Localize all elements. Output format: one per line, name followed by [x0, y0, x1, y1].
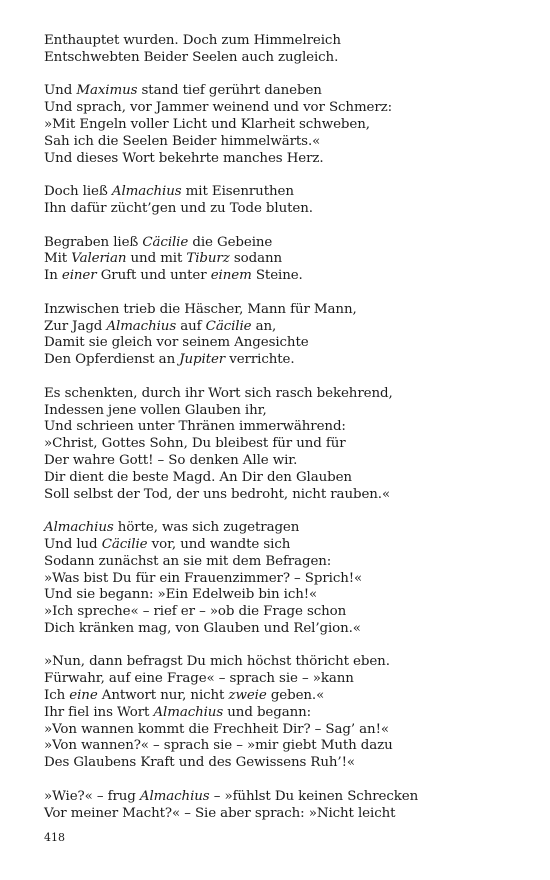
verse-text: Und: [44, 83, 77, 99]
verse-line: [44, 100, 524, 117]
verse-text: Entschwebten Beider Seelen auch zugleich.: [44, 49, 339, 65]
verse-line: [44, 117, 524, 134]
italic-name: Valerian: [71, 251, 127, 267]
italic-name: Almachius: [139, 788, 210, 804]
italic-name: eine: [69, 688, 98, 704]
verse-text: »Was bist Du für ein Frauenzimmer? – Sprich!«: [44, 570, 363, 586]
verse-line: [44, 487, 524, 504]
verse-text: – »fühlst Du keinen Schrecken: [209, 788, 419, 804]
verse-text: Damit sie gleich vor seinem Angesichte: [44, 335, 309, 351]
verse-line: [44, 319, 524, 336]
italic-name: Tiburz: [186, 251, 230, 267]
verse-line: [44, 671, 524, 688]
verse-line: [44, 654, 524, 671]
verse-text: Doch ließ: [44, 184, 112, 200]
verse-line: [44, 151, 524, 168]
verse-line: [44, 789, 524, 806]
italic-name: Cäcilie: [101, 536, 148, 552]
verse-text: Und sie begann: »Ein Edelweib bin ich!«: [44, 587, 318, 603]
verse-text: sodann: [229, 251, 282, 267]
verse-text: Indessen jene vollen Glauben ihr,: [44, 402, 267, 418]
verse-text: Dir dient die beste Magd. An Dir den Glauben: [44, 469, 352, 485]
verse-text: »Ich spreche« – rief er – »ob die Frage schon: [44, 604, 347, 620]
stanza: [44, 520, 524, 638]
verse-line: [44, 738, 524, 755]
verse-text: Begraben ließ: [44, 234, 143, 250]
verse-text: geben.«: [266, 688, 325, 704]
verse-text: »Von wannen?« – sprach sie – »mir giebt Muth dazu: [44, 738, 393, 754]
verse-line: [44, 419, 524, 436]
verse-text: Ich: [44, 688, 70, 704]
verse-line: [44, 302, 524, 319]
verse-text: Der wahre Gott! – So denken Alle wir.: [44, 452, 298, 468]
stanza: [44, 235, 524, 285]
verse-text: Dich kränken mag, von Glauben und Rel’gion.«: [44, 620, 361, 636]
verse-line: [44, 33, 524, 50]
verse-text: Den Opferdienst an: [44, 352, 180, 368]
stanza: [44, 33, 524, 67]
verse-text: Zur Jagd: [44, 318, 107, 334]
verse-line: [44, 251, 524, 268]
verse-line: [44, 335, 524, 352]
verse-line: [44, 352, 524, 369]
verse-line: [44, 134, 524, 151]
verse-line: [44, 470, 524, 487]
verse-line: [44, 604, 524, 621]
verse-text: Und sprach, vor Jammer weinend und vor Schmerz:: [44, 100, 393, 116]
verse-text: Ihr fiel ins Wort: [44, 704, 154, 720]
verse-text: »Christ, Gottes Sohn, Du bleibest für und für: [44, 436, 346, 452]
verse-line: [44, 83, 524, 100]
verse-text: Fürwahr, auf eine Frage« – sprach sie – »kann: [44, 671, 354, 687]
verse-text: Mit: [44, 251, 72, 267]
verse-line: [44, 755, 524, 772]
verse-text: Antwort nur, nicht: [97, 688, 229, 704]
verse-text: Steine.: [251, 268, 303, 284]
verse-line: [44, 268, 524, 285]
verse-text: vor, und wandte sich: [147, 536, 291, 552]
verse-text: auf: [176, 318, 206, 334]
verse-text: Und schrieen unter Thränen immerwährend:: [44, 419, 346, 435]
italic-name: Cäcilie: [205, 318, 252, 334]
verse-text: »Von wannen kommt die Frechheit Dir? – Sag’ an!«: [44, 721, 389, 737]
page-number: 418: [44, 831, 65, 844]
stanza: [44, 184, 524, 218]
verse-text: die Gebeine: [188, 234, 273, 250]
verse-line: [44, 403, 524, 420]
italic-name: Almachius: [111, 184, 182, 200]
stanza: [44, 789, 524, 823]
verse-text: Soll selbst der Tod, der uns bedroht, nicht rauben.«: [44, 486, 391, 502]
italic-name: Almachius: [153, 704, 224, 720]
verse-text: verrichte.: [225, 352, 295, 368]
verse-text: mit Eisenruthen: [181, 184, 294, 200]
italic-name: einer: [61, 268, 97, 284]
verse-line: [44, 184, 524, 201]
stanza: [44, 83, 524, 167]
verse-line: [44, 621, 524, 638]
verse-text: Gruft und unter: [96, 268, 211, 284]
verse-line: [44, 587, 524, 604]
verse-text: »Nun, dann befragst Du mich höchst thöricht eben.: [44, 654, 390, 670]
verse-text: Und dieses Wort bekehrte manches Herz.: [44, 150, 324, 166]
verse-line: [44, 705, 524, 722]
italic-name: einem: [210, 268, 252, 284]
verse-text: Ihn dafür zücht’gen und zu Tode bluten.: [44, 200, 313, 216]
italic-name: Cäcilie: [142, 234, 189, 250]
poem-text: [44, 33, 524, 839]
verse-text: und mit: [126, 251, 187, 267]
verse-text: Sodann zunächst an sie mit dem Befragen:: [44, 553, 332, 569]
verse-text: Es schenkten, durch ihr Wort sich rasch bekehrend,: [44, 385, 393, 401]
verse-text: Inzwischen trieb die Häscher, Mann für Mann,: [44, 301, 357, 317]
verse-line: [44, 806, 524, 823]
verse-text: Sah ich die Seelen Beider himmelwärts.«: [44, 133, 321, 149]
verse-line: [44, 386, 524, 403]
verse-line: [44, 571, 524, 588]
stanza: [44, 654, 524, 772]
verse-line: [44, 722, 524, 739]
verse-text: hörte, was sich zugetragen: [113, 520, 300, 536]
verse-line: [44, 436, 524, 453]
verse-line: [44, 537, 524, 554]
verse-line: [44, 688, 524, 705]
stanza: [44, 302, 524, 369]
verse-line: [44, 554, 524, 571]
verse-text: an,: [251, 318, 277, 334]
verse-line: [44, 520, 524, 537]
verse-line: [44, 50, 524, 67]
verse-line: [44, 201, 524, 218]
italic-name: Almachius: [44, 520, 114, 536]
verse-line: [44, 453, 524, 470]
verse-text: »Wie?« – frug: [44, 788, 140, 804]
italic-name: Jupiter: [179, 352, 226, 368]
italic-name: Maximus: [76, 83, 138, 99]
verse-text: »Mit Engeln voller Licht und Klarheit schweben,: [44, 116, 370, 132]
verse-text: Und lud: [44, 536, 102, 552]
italic-name: Almachius: [106, 318, 177, 334]
stanza: [44, 386, 524, 504]
verse-text: Vor meiner Macht?« – Sie aber sprach: »Nicht leicht: [44, 805, 396, 821]
verse-text: Des Glaubens Kraft und des Gewissens Ruh’!«: [44, 755, 355, 771]
verse-text: Enthauptet wurden. Doch zum Himmelreich: [44, 33, 341, 48]
verse-text: und begann:: [223, 704, 312, 720]
verse-line: [44, 235, 524, 252]
verse-text: In: [44, 268, 62, 284]
verse-text: stand tief gerührt daneben: [137, 83, 322, 99]
italic-name: zweie: [228, 688, 267, 704]
